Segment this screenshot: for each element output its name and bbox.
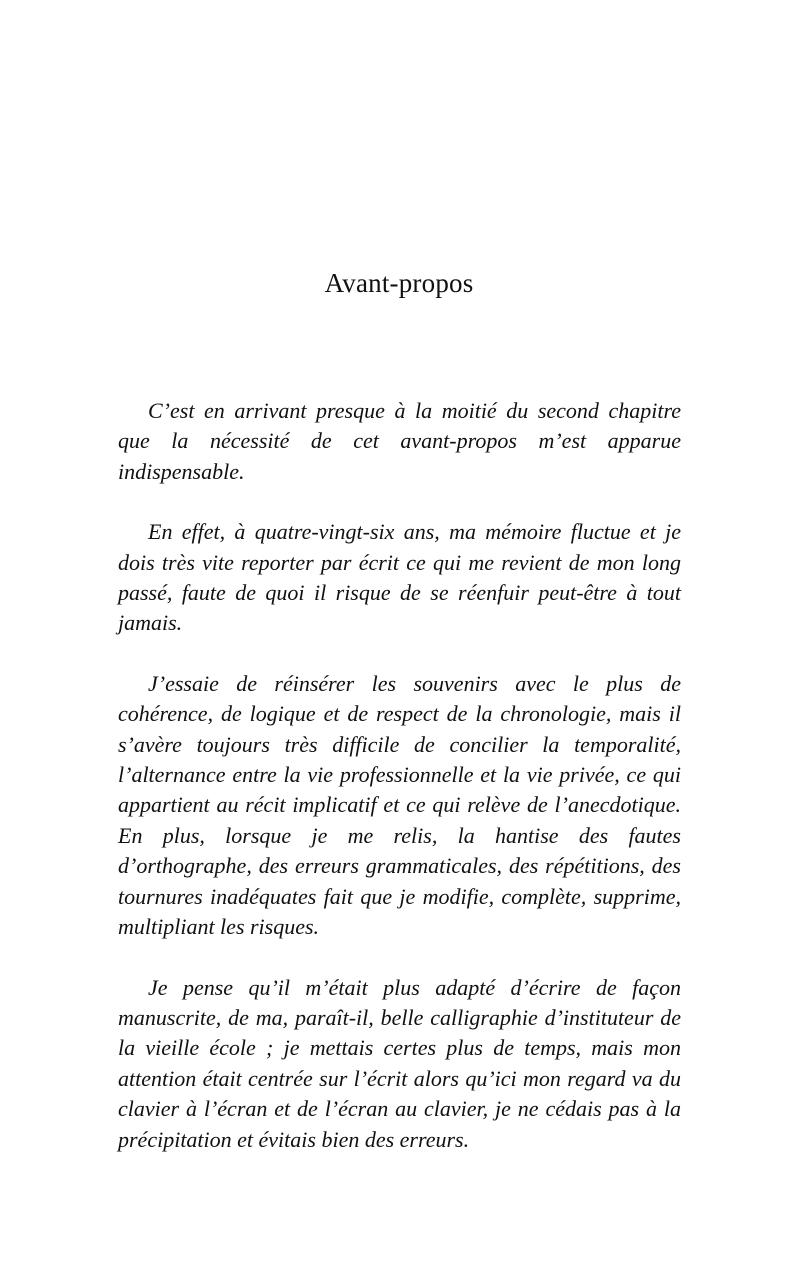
page-title: Avant-propos xyxy=(324,268,474,298)
paragraph-3: J’essaie de réinsérer les souvenirs avec le plus de cohérence, de logique et de respect de la chronologie, mais il s’avère toujours très difficile de concilier la temporalité, l’alternance entre la vie professionnelle et la vie privée, ce qui appartient au récit implicatif et ce qui relève de l’anecdotique. En plus, lorsque je me relis, la hantise des fautes d’orthographe, des erreurs grammaticales, des répétitions, des tournures inadéquates fait que je modifie, complète, supprime, multipliant les risques. xyxy=(118,670,681,940)
paragraph-1: C’est en arrivant presque à la moitié du second chapitre que la nécessité de cet avant-propos m’est apparue indispensable. xyxy=(118,398,681,484)
body-text xyxy=(118,396,681,1185)
paragraph-2: En effet, à quatre-vingt-six ans, ma mémoire fluctue et je dois très vite reporter par écrit ce qui me revient de mon long passé, faute de quoi il risque de se réenfuir peut-être à tout jamais. xyxy=(118,519,681,636)
paragraph-4: Je pense qu’il m’était plus adapté d’écrire de façon manuscrite, de ma, paraît-il, belle calligraphie d’instituteur de la vieille école ; je mettais certes plus de temps, mais mon attention était centrée sur l’écrit alors qu’ici mon regard va du clavier à l’écran et de l’écran au clavier, je ne cédais pas à la précipitation et évitais bien des erreurs. xyxy=(118,974,681,1152)
